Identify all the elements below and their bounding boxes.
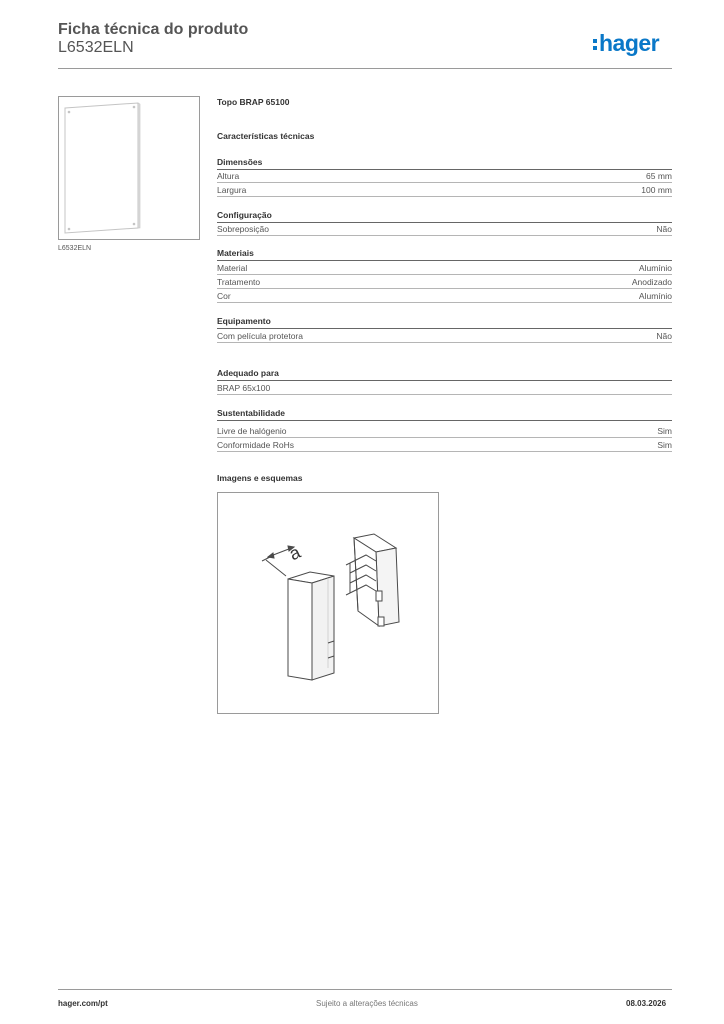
spec-label: Tratamento <box>217 276 261 287</box>
spec-row-brap <box>217 381 672 395</box>
dimension-label: a <box>286 541 304 565</box>
product-reference: L6532ELN <box>58 39 134 56</box>
footer-date: 08.03.2026 <box>626 999 667 1008</box>
spec-label: Com película protetora <box>217 330 303 341</box>
spec-row-material <box>217 261 672 275</box>
spec-value: 65 mm <box>646 170 672 181</box>
spec-value: Não <box>656 330 672 341</box>
thumbnail-caption: L6532ELN <box>58 245 92 252</box>
section-dimensoes-title: Dimensões <box>217 157 672 170</box>
footer-notice: Sujeito a alterações técnicas <box>316 999 418 1008</box>
section-sustentabilidade-title: Sustentabilidade <box>217 408 672 421</box>
spec-value: Sim <box>657 425 672 436</box>
spec-value: Alumínio <box>638 262 672 273</box>
footer-divider <box>58 989 672 990</box>
section-adequado-title: Adequado para <box>217 368 672 381</box>
spec-row-tratamento <box>217 275 672 289</box>
technical-drawing <box>217 492 439 714</box>
spec-value: Não <box>656 223 672 234</box>
product-thumbnail <box>58 96 200 240</box>
spec-label: Largura <box>217 184 247 195</box>
spec-row-altura <box>217 169 672 183</box>
spec-label: Cor <box>217 290 231 301</box>
spec-label: Conformidade RoHs <box>217 439 295 450</box>
document-title: Ficha técnica do produto <box>58 21 249 38</box>
spec-value: Anodizado <box>631 276 672 287</box>
characteristics-title: Características técnicas <box>217 131 315 141</box>
spec-row-halogenio <box>217 424 672 438</box>
spec-value: Sim <box>657 439 672 450</box>
spec-row-cor <box>217 289 672 303</box>
section-equipamento-title: Equipamento <box>217 316 672 329</box>
spec-value: 100 mm <box>641 184 672 195</box>
header-divider <box>58 68 672 69</box>
spec-label: Material <box>217 262 248 273</box>
spec-row-sobreposicao <box>217 222 672 236</box>
spec-label: Sobreposição <box>217 223 269 234</box>
hager-logo[interactable] <box>593 30 659 56</box>
section-configuracao-title: Configuração <box>217 210 672 223</box>
product-name: Topo BRAP 65100 <box>217 97 290 107</box>
spec-row-rohs <box>217 438 672 452</box>
spec-label: Livre de halógenio <box>217 425 287 436</box>
section-materiais-title: Materiais <box>217 248 672 261</box>
spec-row-largura <box>217 183 672 197</box>
footer-website-link[interactable]: hager.com/pt <box>58 999 108 1008</box>
logo-text: hager <box>599 30 660 56</box>
spec-label: Altura <box>217 170 240 181</box>
panel-plate-icon <box>59 97 199 239</box>
logo-dots-icon <box>593 39 597 50</box>
images-title: Imagens e esquemas <box>217 473 303 483</box>
end-cap-drawing-icon <box>218 493 438 713</box>
spec-value: Alumínio <box>638 290 672 301</box>
spec-row-pelicula <box>217 329 672 343</box>
spec-label: BRAP 65x100 <box>217 382 271 393</box>
